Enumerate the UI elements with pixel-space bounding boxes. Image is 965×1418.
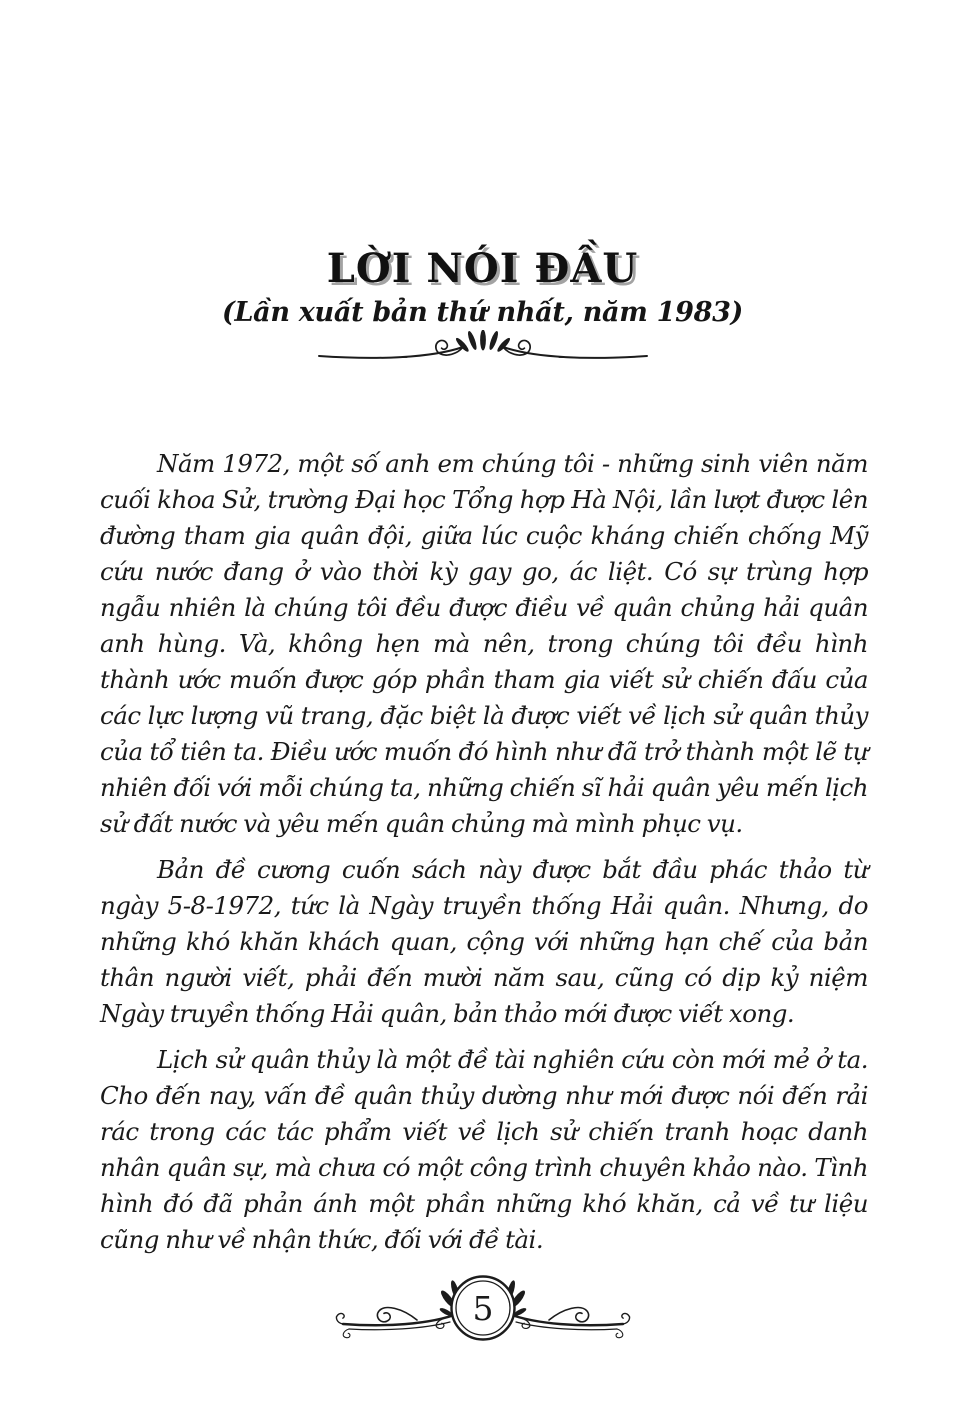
page-footer [0,1268,965,1360]
page-number: 5 [472,1289,493,1328]
page-header [0,0,965,368]
paragraph: Năm 1972, một số anh em chúng tôi - những sinh viên năm cuối khoa Sử, trường Đại học Tổng hợp Hà Nội, lần lượt được lên đường tham gia quân đội, giữa lúc cuộc kháng chiến chống Mỹ cứu nước đang ở vào thời kỳ gay go, ác liệt. Có sự trùng hợp ngẫu nhiên là chúng tôi đều được điều về quân chủng hải quân anh hùng. Và, không hẹn mà nên, trong chúng tôi đều hình thành ước muốn được góp phần tham gia viết sử chiến đấu của các lực lượng vũ trang, đặc biệt là được viết về lịch sử quân thủy của tổ tiên ta. Điều ước muốn đó hình như đã trở thành một lẽ tự nhiên đối với mỗi chúng ta, những chiến sĩ hải quân yêu mến lịch sử đất nước và yêu mến quân chủng mà mình phục vụ. [100,449,868,838]
page-subtitle: (Lần xuất bản thứ nhất, năm 1983) [221,297,744,328]
scroll-flourish-divider-icon [317,330,649,349]
header-divider-row [0,330,965,368]
body-text [100,446,868,1258]
paragraph: Lịch sử quân thủy là một đề tài nghiên cứu còn mới mẻ ở ta. Cho đến nay, vấn đề quân thủy dường như mới được nói đến rải rác trong các tác phẩm viết về lịch sử chiến tranh hoạc danh nhân quân sự, mà chưa có một công trình chuyên khảo nào. Tình hình đó đã phản ánh một phần những khó khăn, cả về tư liệu cũng như về nhận thức, đối với đề tài. [100,1045,868,1254]
page-number-flourish-medallion-icon [333,1268,633,1360]
page-title: LỜI NÓI ĐẦU [326,245,639,292]
paragraph: Bản đề cương cuốn sách này được bắt đầu phác thảo từ ngày 5-8-1972, tức là Ngày truyền thống Hải quân. Nhưng, do những khó khăn khách quan, cộng với những hạn chế của bản thân người viết, phải đến mười năm sau, cũng có dịp kỷ niệm Ngày truyền thống Hải quân, bản thảo mới được viết xong. [100,855,868,1028]
